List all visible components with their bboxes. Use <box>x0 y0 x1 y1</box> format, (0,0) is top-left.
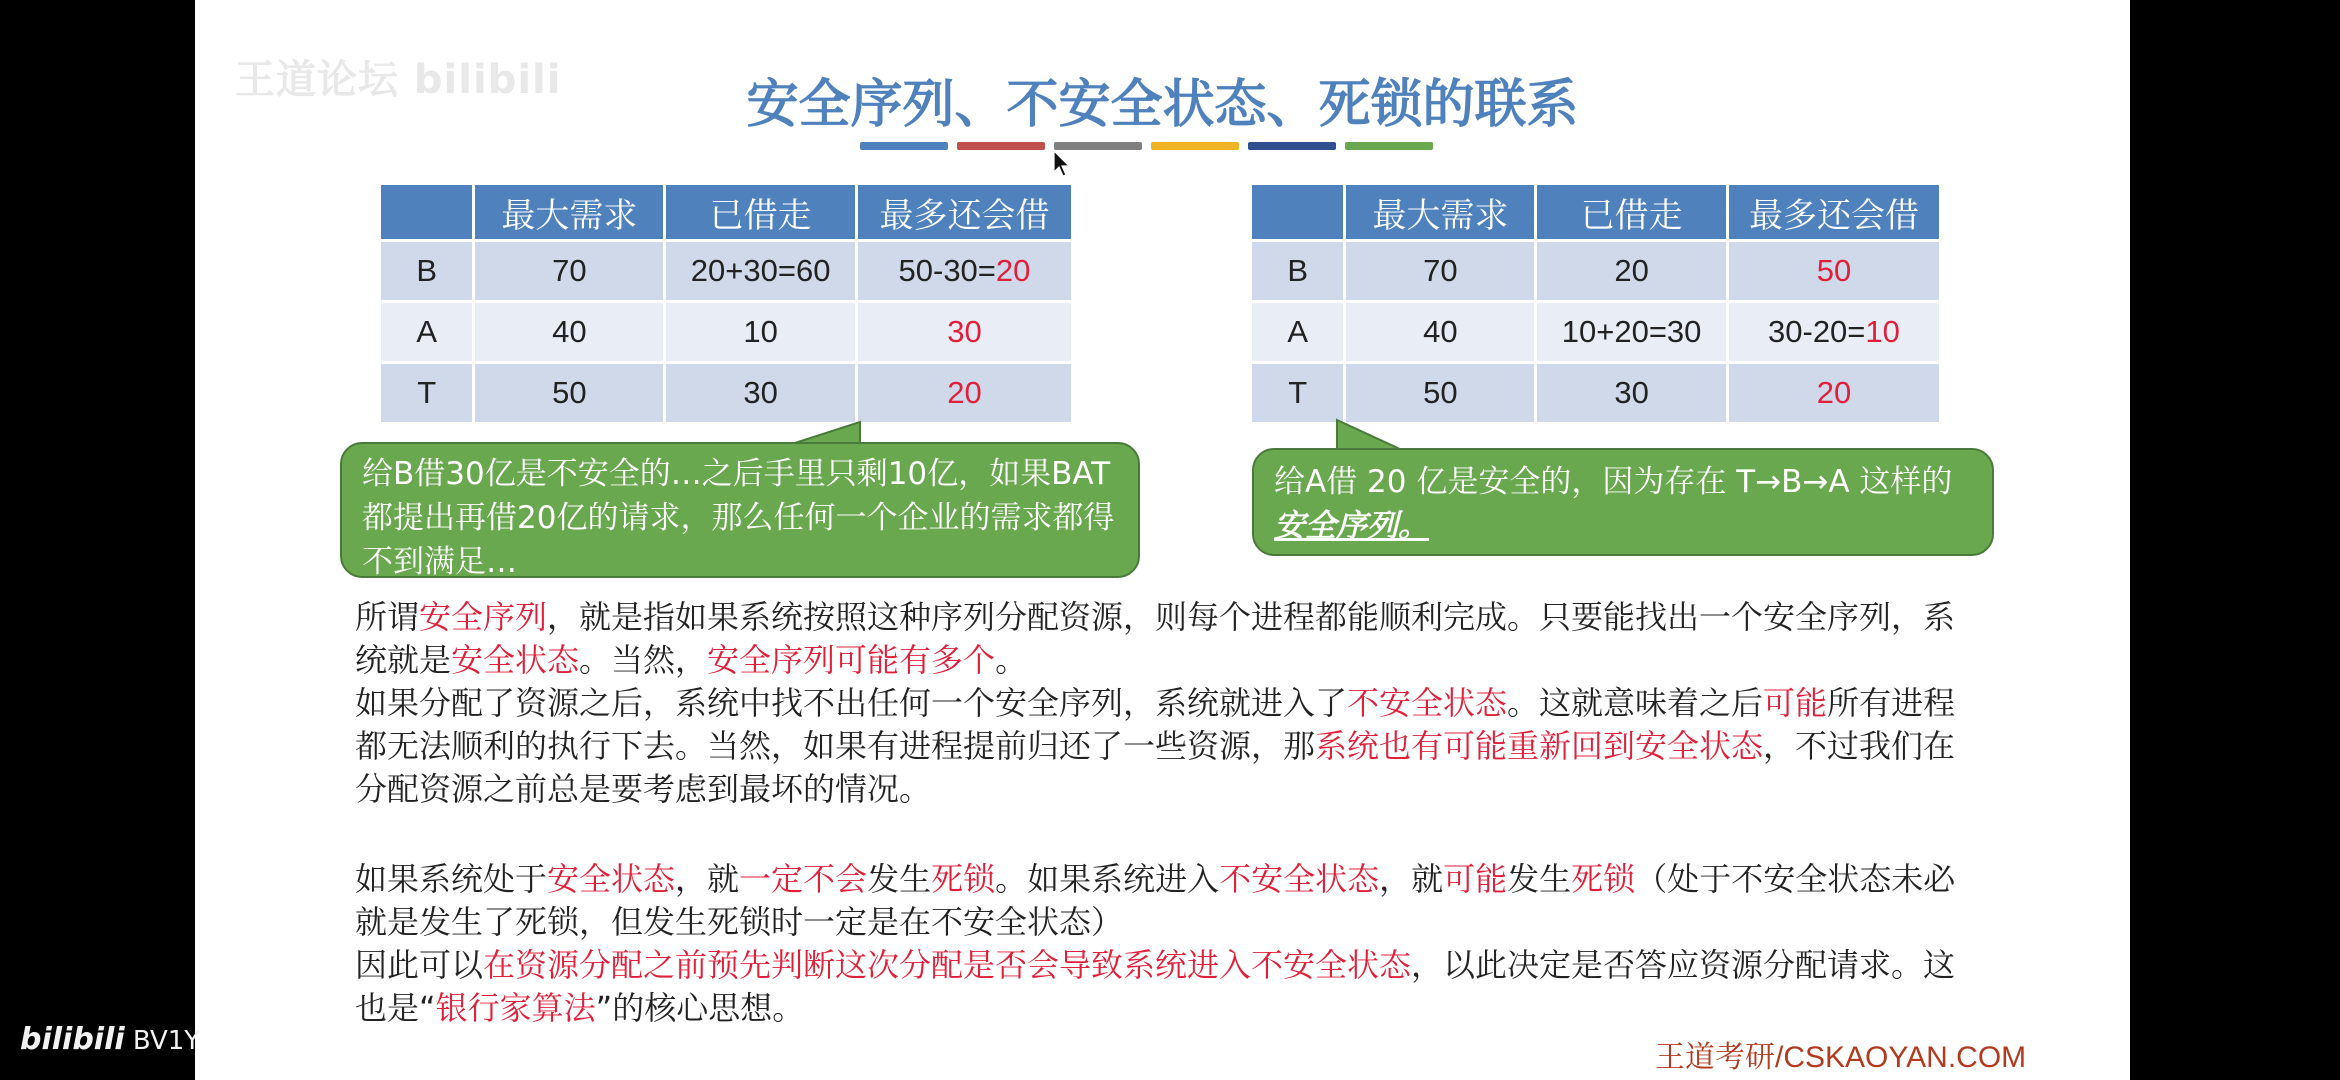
body-text: ，就 <box>675 860 740 898</box>
header-more: 最多还会借 <box>856 184 1072 241</box>
header-borrowed: 已借走 <box>665 184 857 241</box>
paragraph-unsafe-state <box>355 682 1975 811</box>
body-text: 。这就意味着之后 <box>1507 684 1764 722</box>
process-name-cell: B <box>380 241 474 302</box>
accent-bar <box>1054 142 1142 150</box>
highlight-text: 安全序列 <box>419 598 548 636</box>
body-text: ，就 <box>1379 860 1444 898</box>
process-name-cell: A <box>380 302 474 363</box>
process-name-cell: A <box>1251 302 1345 363</box>
accent-bar <box>860 142 948 150</box>
process-name-cell: T <box>380 363 474 424</box>
table-row <box>380 302 1073 363</box>
table-header-row <box>1251 184 1941 241</box>
body-text: ”的核心思想。 <box>595 989 805 1027</box>
table-row <box>1251 363 1941 424</box>
body-text: 发生 <box>1507 860 1572 898</box>
paragraph-bankers <box>355 944 1975 1030</box>
table-header-row <box>380 184 1073 241</box>
table-left <box>378 182 1074 425</box>
paragraph-deadlock <box>355 858 1975 944</box>
bubble-right <box>1252 448 1994 556</box>
more-need-cell <box>856 241 1072 302</box>
bubble-right-text: 给A借 20 亿是安全的，因为存在 T→B→A 这样的 <box>1274 464 1953 500</box>
slide <box>195 0 2130 1080</box>
borrowed-cell: 10+20=30 <box>1536 302 1728 363</box>
header-max: 最大需求 <box>1345 184 1536 241</box>
body-text: ，不过我们在分配资源之前总是要考虑到最坏的情况。 <box>355 727 1956 808</box>
highlight-text: 系统也有可能重新回到安全状态 <box>1315 727 1764 765</box>
header-borrowed: 已借走 <box>1536 184 1728 241</box>
max-need-cell: 40 <box>474 302 665 363</box>
more-need-value: 20 <box>995 253 1031 288</box>
bubble-left-text: 给B借30亿是不安全的…之后手里只剩10亿，如果BAT都提出再借20亿的请求，那么任何一个企业的需求都得不到满足… <box>362 456 1115 580</box>
highlight-text: 不安全状态 <box>1219 860 1380 898</box>
max-need-cell: 50 <box>1345 363 1536 424</box>
accent-bar <box>1345 142 1433 150</box>
more-need-prefix: 50-30= <box>898 253 996 288</box>
bubble-right-emph: 安全序列。 <box>1274 508 1429 544</box>
accent-bar <box>1151 142 1239 150</box>
title-accent-bars <box>860 142 1433 150</box>
table-row <box>1251 302 1941 363</box>
footer-brand: 王道考研/CSKAOYAN.COM <box>1655 1041 2027 1074</box>
more-need-cell <box>1727 363 1940 424</box>
more-need-value: 20 <box>1816 375 1852 410</box>
body-text: 发生 <box>867 860 932 898</box>
body-text: 如果分配了资源之后，系统中找不出任何一个安全序列，系统就进入了 <box>355 684 1348 722</box>
highlight-text: 死锁 <box>931 860 996 898</box>
more-need-value: 50 <box>1816 253 1852 288</box>
max-need-cell: 70 <box>474 241 665 302</box>
deadlock-block <box>355 858 1975 1030</box>
borrowed-cell: 20+30=60 <box>665 241 857 302</box>
more-need-cell <box>1727 302 1940 363</box>
highlight-text: 安全序列可能有多个 <box>707 641 996 679</box>
borrowed-cell: 30 <box>1536 363 1728 424</box>
body-text: 。 <box>995 641 1028 679</box>
borrowed-cell: 20 <box>1536 241 1728 302</box>
max-need-cell: 40 <box>1345 302 1536 363</box>
borrowed-cell: 30 <box>665 363 857 424</box>
table-row <box>380 241 1073 302</box>
process-name-cell: B <box>1251 241 1345 302</box>
process-name-cell: T <box>1251 363 1345 424</box>
body-text: 。如果系统进入 <box>995 860 1220 898</box>
max-need-cell: 70 <box>1345 241 1536 302</box>
slide-title: 安全序列、不安全状态、死锁的联系 <box>746 75 1579 135</box>
table-row <box>1251 241 1941 302</box>
paragraph-safe-sequence <box>355 596 1975 682</box>
accent-bar <box>1248 142 1336 150</box>
body-text: 所有进程都无法顺利的执行下去。当然，如果有进程提前归还了一些资源，那 <box>355 684 1956 765</box>
max-need-cell: 50 <box>474 363 665 424</box>
body-text: ，就是指如果系统按照这种序列分配资源，则每个进程都能顺利完成。只要能找出一个安全序列，系统就是 <box>355 598 1956 679</box>
more-need-value: 20 <box>947 375 982 410</box>
body-text: 如果系统处于 <box>355 860 548 898</box>
accent-bar <box>957 142 1045 150</box>
watermark-top: 王道论坛 bilibili <box>235 57 562 103</box>
more-need-cell <box>1727 241 1940 302</box>
highlight-text: 在资源分配之前预先判断这次分配是否会导致系统进入不安全状态 <box>483 946 1412 984</box>
header-more: 最多还会借 <box>1727 184 1940 241</box>
header-blank <box>1251 184 1345 241</box>
explanation-block <box>355 596 1975 811</box>
table-row <box>380 363 1073 424</box>
more-need-value: 10 <box>1865 314 1900 349</box>
highlight-text: 不安全状态 <box>1347 684 1508 722</box>
bubble-left <box>340 442 1140 578</box>
more-need-cell <box>856 363 1072 424</box>
table-right <box>1249 182 1942 425</box>
more-need-prefix: 30-20= <box>1768 314 1866 349</box>
bilibili-logo-icon: bilibili <box>20 1022 125 1057</box>
highlight-text: 可能 <box>1763 684 1828 722</box>
header-blank <box>380 184 474 241</box>
body-text: ，以此决定是否答应资源分配请求。这也是“ <box>355 946 1956 1027</box>
body-text: （处于不安全状态未必就是发生了死锁，但发生死锁时一定是在不安全状态） <box>355 860 1956 941</box>
highlight-text: 死锁 <box>1571 860 1636 898</box>
highlight-text: 安全状态 <box>451 641 580 679</box>
more-need-cell <box>856 302 1072 363</box>
video-id: BV1Y <box>132 1026 201 1056</box>
borrowed-cell: 10 <box>665 302 857 363</box>
body-text: 所谓 <box>355 598 420 636</box>
highlight-text: 可能 <box>1443 860 1508 898</box>
highlight-text: 银行家算法 <box>435 989 596 1027</box>
watermark-bottom <box>20 1022 200 1057</box>
more-need-value: 30 <box>947 314 982 349</box>
highlight-text: 安全状态 <box>547 860 676 898</box>
header-max: 最大需求 <box>474 184 665 241</box>
highlight-text: 一定不会 <box>739 860 868 898</box>
body-text: 因此可以 <box>355 946 484 984</box>
body-text: 。当然， <box>579 641 708 679</box>
